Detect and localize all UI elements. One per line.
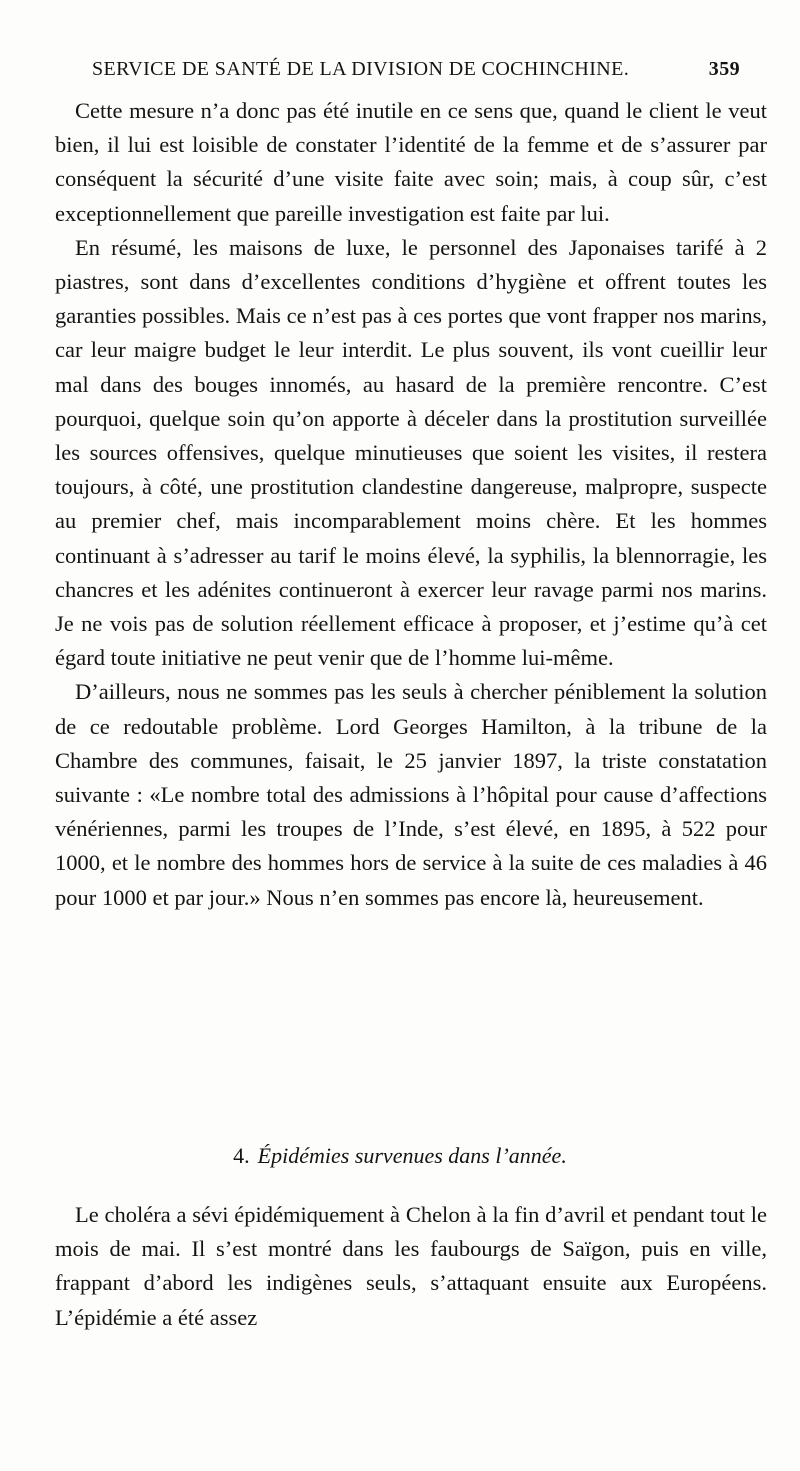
section-heading	[0, 1143, 800, 1169]
page-number: 359	[708, 58, 740, 80]
section-title: Épidémies survenues dans l’année.	[257, 1143, 567, 1168]
section-number: 4.	[233, 1143, 250, 1168]
running-title: SERVICE DE SANTÉ DE LA DIVISION DE COCHINCHINE.	[92, 58, 630, 80]
paragraph: Le choléra a sévi épidémiquement à Chelon à la fin d’avril et pendant tout le mois de mai. Il s’est montré dans les faubourgs de Saïgon, puis en ville, frappant d’abord les indigènes seuls, s’attaquant ensuite aux Européens. L’épidémie a été assez	[55, 1202, 767, 1330]
paragraph: En résumé, les maisons de luxe, le personnel des Japonaises tarifé à 2 piastres, sont dans d’excellentes conditions d’hygiène et offrent toutes les garanties possibles. Mais ce n’est pas à ces portes que vont frapper nos marins, car leur maigre budget le leur interdit. Le plus souvent, ils vont cueillir leur mal dans des bouges innomés, au hasard de la première rencontre. C’est pourquoi, quelque soin qu’on apporte à déceler dans la prostitution surveillée les sources offensives, quelque minutieuses que soient les visites, il restera toujours, à côté, une prostitution clandestine dangereuse, malpropre, suspecte au premier chef, mais incomparablement moins chère. Et les hommes continuant à s’adresser au tarif le moins élevé, la syphilis, la blennorragie, les chancres et les adénites continueront à exercer leur ravage parmi nos marins. Je ne vois pas de solution réellement efficace à proposer, et j’estime qu’à cet égard toute initiative ne peut venir que de l’homme lui-même.	[55, 234, 767, 671]
running-header	[92, 58, 740, 81]
paragraph: Cette mesure n’a donc pas été inutile en ce sens que, quand le client le veut bien, il lui est loisible de constater l’identité de la femme et de s’assurer par conséquent la sécurité d’une visite faite avec soin; mais, à coup sûr, c’est exceptionnellement que pareille investigation est faite par lui.	[55, 98, 767, 226]
section-text	[55, 1198, 767, 1335]
main-text	[55, 94, 767, 915]
paragraph: D’ailleurs, nous ne sommes pas les seuls à chercher péniblement la solution de ce redoutable problème. Lord Georges Hamilton, à la tribune de la Chambre des communes, faisait, le 25 janvier 1897, la triste constatation suivante : «Le nombre total des admissions à l’hôpital pour cause d’affections vénériennes, parmi les troupes de l’Inde, s’est élevé, en 1895, à 522 pour 1000, et le nombre des hommes hors de service à la suite de ces maladies à 46 pour 1000 et par jour.» Nous n’en sommes pas encore là, heureusement.	[55, 679, 767, 910]
